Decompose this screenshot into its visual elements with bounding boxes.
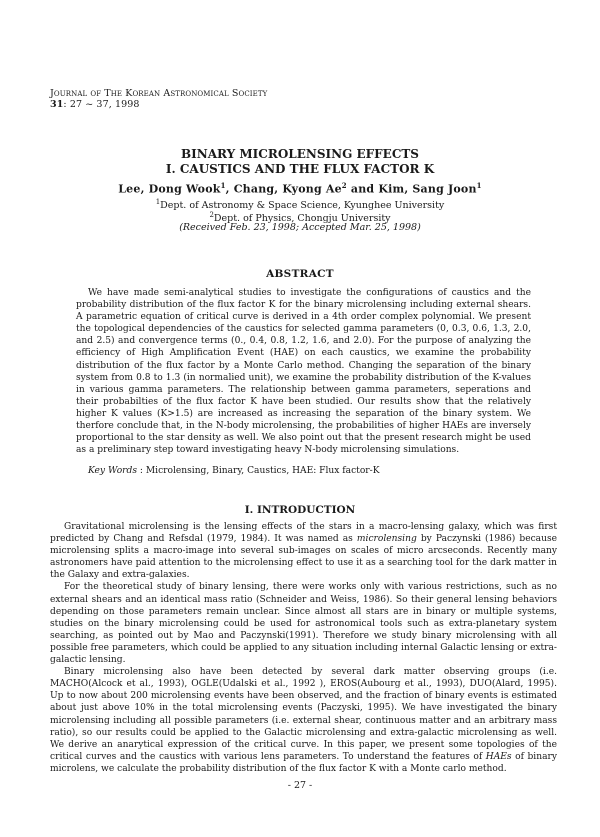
paragraph xyxy=(50,521,557,581)
author-3: Kim, Sang Joon xyxy=(378,182,477,196)
page-range: : 27 ~ 37, 1998 xyxy=(63,99,140,110)
section-heading-introduction: I. INTRODUCTION xyxy=(244,504,356,516)
paragraph: For the theoretical study of binary lensing, there were works only with various restrictions, such as no external shears and an identical mass ratio (Schneider and Weiss, 1986). So their general lensing behaviors depending on those parameters remain unclear. Since almost all stars are in binary or multiple systems, studies on the binary microlensing could be used for astronomical tools such as extra-planetary system searching, as pointed out by Mao and Paczynski(1991). Therefore we study binary microlensing with all possible free parameters, which could be applied to any situation including internal Galactic lensing or extra-galactic lensing. xyxy=(50,582,557,666)
title-line-2: I. CAUSTICS AND THE FLUX FACTOR K xyxy=(165,162,435,176)
affiliation-1-mark: 1 xyxy=(155,198,161,206)
keywords xyxy=(88,466,380,476)
author-1-affil-mark: 1 xyxy=(220,181,226,190)
paragraph xyxy=(50,666,557,775)
abstract-text: We have made semi-analytical studies to investigate the configurations of caustics and the probability distribution of the flux factor K for the binary microlensing including external shears. A parametric equation of critical curve is derived in a 4th order complex polynomial. We present the topological dependencies of the caustics for selected gamma parameters (0, 0.3, 0.6, 1.3, 2.0, and 2.5) and convergence terms (0., 0.4, 0.8, 1.2, 1.6, and 2.0). For the purpose of analyzing the efficiency of High Amplification Event (HAE) on each caustics, we examine the probability distribution of the flux factor by a Monte Carlo method. Changing the separation of the binary system from 0.8 to 1.3 (in normalied unit), we examine the probability distribution of the K-values in various gamma parameters. The relationship between gamma parameters, seperations and their probabilties of the flux factor K have been studied. Our results show that the relatively higher K values (K>1.5) are increased as increasing the separation of the binary system. We therfore conclude that, in the N-body microlensing, the probabilities of higher HAEs are inversely proportional to the star density as well. We also point out that the present research might be used as a preliminary step toward investigating heavy N-body microlensing simulations. xyxy=(76,288,531,456)
paragraph-text: Gravitational microlensing is the lensing effects of the stars in a macro-lensing galaxy, which was first predicted by Chang and Refsdal (1979, 1984). It was named as xyxy=(50,522,557,545)
introduction-body xyxy=(50,521,557,775)
author-list xyxy=(0,181,600,196)
author-2-affil-mark: 2 xyxy=(341,181,347,190)
paragraph-text: Binary microlensing also have been detected by several dark matter observing groups (i.e. MACHO(Alcock et al., 1993), OGLE(Udalski et al., 1992 ), EROS(Aubourg et al., 1993), DUO(Alard, 1995). Up to now about 200 microlensing events have been observed, and the fraction of binary events is estimated about just above 10% in the total microlensing events (Paczyski, 1995). We have investigated the binary microlensing including all possible parameters (i.e. external shear, continuous matter and an arbitrary mass ratio), so our results could be applied to the Galactic microlensing and extra-galactic microlensing as well. We derive an anarytical expression of the critical curve. In this paper, we present some topologies of the critical curves and the caustics with various lens parameters. To understand the features of xyxy=(50,667,557,762)
author-2: Chang, Kyong Ae xyxy=(233,182,342,196)
abstract-heading: ABSTRACT xyxy=(266,268,334,280)
affiliation-2-mark: 2 xyxy=(209,211,214,219)
page-number: - 27 - xyxy=(287,780,313,791)
paper-title xyxy=(0,147,600,177)
received-dates: (Received Feb. 23, 1998; Accepted Mar. 25, 1998) xyxy=(179,222,421,233)
author-1: Lee, Dong Wook xyxy=(118,182,221,196)
journal-volume-line xyxy=(50,99,267,110)
keywords-label: Key Words xyxy=(88,466,137,476)
paragraph-text: of binary microlens, we calculate the probability distribution of the flux factor K with a Monte carlo method. xyxy=(50,751,557,774)
author-3-affil-mark: 1 xyxy=(476,181,482,190)
journal-header xyxy=(50,88,267,110)
volume-number: 31 xyxy=(50,99,64,110)
paragraph-text: by Paczynski (1986) because microlensing splits a macro-image into several sub-images on scales of micro arcseconds. Recently many astronomers have paid attention to the microlensing effect to use it as a searching tool for the dark matter in the Galaxy and extra-galaxies. xyxy=(50,534,557,581)
affiliation-2-text: Dept. of Physics, Chongju University xyxy=(213,213,391,225)
keywords-text: : Microlensing, Binary, Caustics, HAE: Flux factor-K xyxy=(137,466,380,476)
affiliation-1-text: Dept. of Astronomy & Space Science, Kyunghee University xyxy=(160,200,445,212)
emphasis-term: HAEs xyxy=(485,751,512,762)
author-separator: , xyxy=(225,182,234,196)
emphasis-term: microlensing xyxy=(356,534,417,545)
title-line-1: BINARY MICROLENSING EFFECTS xyxy=(181,147,419,161)
journal-name: Journal of The Korean Astronomical Society xyxy=(50,88,268,99)
author-separator: and xyxy=(346,182,379,196)
